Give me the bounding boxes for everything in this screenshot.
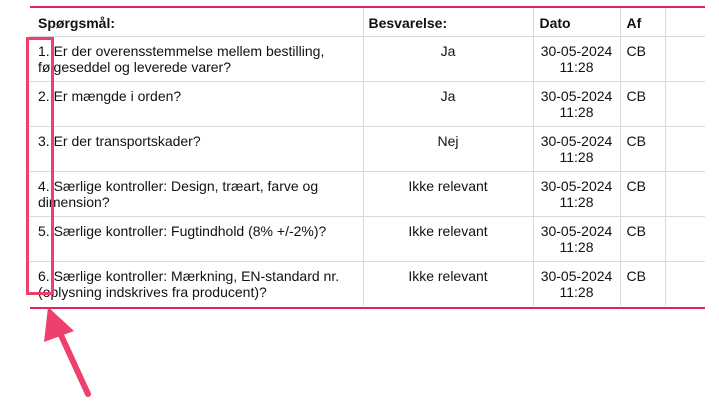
table-bottom-rule bbox=[30, 307, 705, 309]
answer-cell: Ikke relevant bbox=[363, 216, 533, 261]
highlight-box bbox=[26, 37, 54, 295]
header-answer: Besvarelse: bbox=[363, 8, 533, 36]
extra-cell bbox=[665, 261, 705, 306]
date-cell bbox=[533, 81, 620, 126]
answer-cell: Nej bbox=[363, 126, 533, 171]
table-row bbox=[30, 216, 705, 261]
extra-cell bbox=[665, 126, 705, 171]
answer-cell: Ja bbox=[363, 81, 533, 126]
date-cell bbox=[533, 171, 620, 216]
header-question: Spørgsmål: bbox=[30, 8, 363, 36]
header-extra bbox=[665, 8, 705, 36]
question-cell: 4. Særlige kontroller: Design, træart, farve og dimension? bbox=[30, 171, 363, 216]
table-row bbox=[30, 36, 705, 81]
by-cell: CB bbox=[620, 261, 665, 306]
date-text: 30-05-2024 bbox=[540, 42, 613, 59]
header-date: Dato bbox=[533, 8, 620, 36]
header-by: Af bbox=[620, 8, 665, 36]
answer-cell: Ikke relevant bbox=[363, 171, 533, 216]
time-text: 11:28 bbox=[559, 148, 594, 165]
extra-cell bbox=[665, 171, 705, 216]
time-text: 11:28 bbox=[559, 238, 594, 255]
time-text: 11:28 bbox=[559, 193, 594, 210]
by-cell: CB bbox=[620, 216, 665, 261]
by-cell: CB bbox=[620, 36, 665, 81]
by-cell: CB bbox=[620, 171, 665, 216]
question-cell: 3. Er der transportskader? bbox=[30, 126, 363, 171]
date-text: 30-05-2024 bbox=[540, 132, 613, 149]
date-cell bbox=[533, 36, 620, 81]
table-row bbox=[30, 261, 705, 306]
answer-cell: Ikke relevant bbox=[363, 261, 533, 306]
table-row bbox=[30, 126, 705, 171]
table-row bbox=[30, 171, 705, 216]
question-cell: 2. Er mængde i orden? bbox=[30, 81, 363, 126]
date-cell bbox=[533, 126, 620, 171]
question-cell: 1. Er der overensstemmelse mellem bestilling, følgeseddel og leverede varer? bbox=[30, 36, 363, 81]
table-row bbox=[30, 81, 705, 126]
time-text: 11:28 bbox=[559, 103, 594, 120]
date-text: 30-05-2024 bbox=[540, 222, 613, 239]
inspection-checklist-table bbox=[30, 8, 705, 306]
extra-cell bbox=[665, 36, 705, 81]
question-cell: 6. Særlige kontroller: Mærkning, EN-standard nr. (oplysning indskrives fra producent)? bbox=[38, 267, 340, 300]
date-text: 30-05-2024 bbox=[540, 87, 613, 104]
date-cell bbox=[533, 216, 620, 261]
date-text: 30-05-2024 bbox=[540, 177, 613, 194]
question-cell: 5. Særlige kontroller: Fugtindhold (8% +/-2%)? bbox=[30, 216, 363, 261]
extra-cell bbox=[665, 81, 705, 126]
by-cell: CB bbox=[620, 81, 665, 126]
time-text: 11:28 bbox=[559, 58, 594, 75]
time-text: 11:28 bbox=[559, 283, 594, 300]
answer-cell: Ja bbox=[363, 36, 533, 81]
table-header-row bbox=[30, 8, 705, 36]
by-cell: CB bbox=[620, 126, 665, 171]
extra-cell bbox=[665, 216, 705, 261]
date-cell bbox=[533, 261, 620, 306]
date-text: 30-05-2024 bbox=[540, 267, 613, 284]
